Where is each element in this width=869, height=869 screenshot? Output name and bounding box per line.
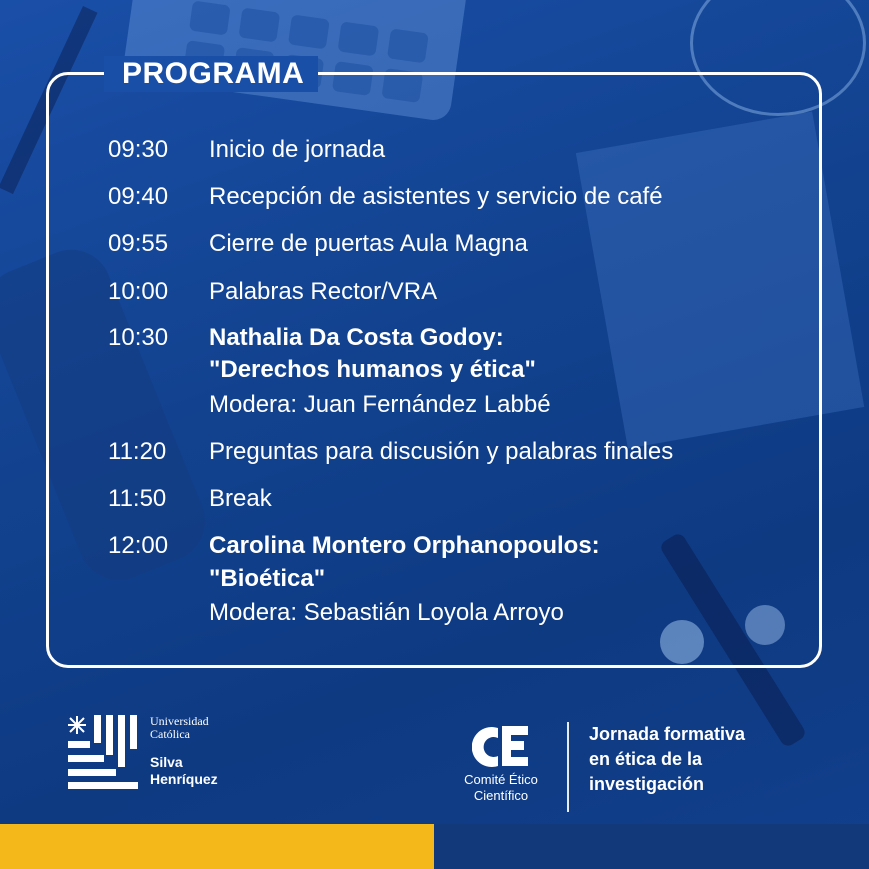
schedule-time: 09:30 bbox=[108, 136, 169, 163]
footer-divider bbox=[567, 722, 569, 812]
schedule-time: 11:50 bbox=[108, 485, 167, 512]
committee-name-line: Comité Ético bbox=[464, 772, 538, 787]
committee-logo bbox=[448, 722, 554, 808]
university-name-line: Católica bbox=[150, 727, 190, 741]
yellow-stripe bbox=[0, 824, 434, 869]
schedule-time: 10:00 bbox=[108, 278, 169, 305]
schedule-time: 09:55 bbox=[108, 230, 169, 257]
university-name-line: Henríquez bbox=[150, 771, 218, 787]
speaker-name: Nathalia Da Costa Godoy: bbox=[209, 324, 504, 351]
event-title bbox=[589, 722, 745, 797]
schedule-time: 09:40 bbox=[108, 183, 169, 210]
moderator: Modera: Sebastián Loyola Arroyo bbox=[209, 599, 564, 626]
blue-stripe bbox=[434, 824, 869, 869]
committee-name-line: Científico bbox=[473, 788, 529, 803]
moderator: Modera: Juan Fernández Labbé bbox=[209, 391, 551, 418]
talk-title: "Derechos humanos y ética" bbox=[209, 356, 536, 383]
event-title-line: Jornada formativa bbox=[589, 724, 746, 744]
schedule-text: Inicio de jornada bbox=[209, 136, 386, 163]
schedule-time: 11:20 bbox=[108, 438, 167, 465]
university-emblem-icon bbox=[66, 713, 144, 791]
schedule-text: Recepción de asistentes y servicio de café bbox=[209, 183, 663, 210]
committee-emblem-icon bbox=[472, 722, 530, 770]
schedule-text: Break bbox=[209, 485, 272, 512]
schedule-time: 12:00 bbox=[108, 532, 169, 559]
schedule-text: Palabras Rector/VRA bbox=[209, 278, 438, 305]
schedule-text: Cierre de puertas Aula Magna bbox=[209, 230, 528, 257]
speaker-name: Carolina Montero Orphanopoulos: bbox=[209, 532, 600, 559]
schedule-time: 10:30 bbox=[108, 324, 169, 351]
event-title-line: en ética de la bbox=[589, 749, 703, 769]
university-name-line: Universidad bbox=[150, 714, 209, 728]
university-name-line: Silva bbox=[150, 754, 183, 770]
talk-title: "Bioética" bbox=[209, 565, 326, 592]
event-title-line: investigación bbox=[589, 774, 705, 794]
schedule-text: Preguntas para discusión y palabras finales bbox=[209, 438, 674, 465]
program-title: PROGRAMA bbox=[104, 56, 318, 92]
university-logo bbox=[66, 713, 246, 791]
